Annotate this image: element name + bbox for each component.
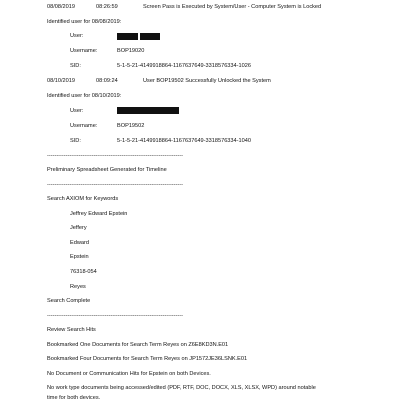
log-time: 08:26:59: [96, 4, 118, 10]
keyword-item: Epstein: [70, 254, 89, 260]
timeline-note: Preliminary Spreadsheet Generated for Timeline: [47, 167, 167, 173]
log-message: User BOP19502 Successfully Unlocked the System: [143, 78, 271, 84]
keyword-item: Reyes: [70, 284, 86, 290]
username-label: Username:: [70, 123, 98, 129]
keyword-item: Jeffrey Edward Epstein: [70, 211, 128, 217]
sid-label: SID:: [70, 138, 81, 144]
review-line: No work type documents being accessed/edited (PDF, RTF, DOC, DOCX, XLS, XLSX, WPD) around notable: [47, 385, 316, 391]
redaction-bar: [117, 33, 138, 40]
username-label: Username:: [70, 48, 98, 54]
review-line: Bookmarked One Documents for Search Term Reyes on Z6E8KD3N.E01: [47, 342, 229, 348]
user-heading: Identified user for 08/08/2019:: [47, 19, 122, 25]
keyword-item: 76318-054: [70, 269, 97, 275]
log-date: 08/08/2019: [47, 4, 75, 10]
user-label: User:: [70, 33, 84, 39]
keyword-item: Jeffery: [70, 225, 87, 231]
separator: -------------------------------------------------------------------------: [47, 153, 183, 159]
log-date: 08/10/2019: [47, 78, 75, 84]
log-message: Screen Pass is Executed by System/User - Computer System is Locked: [143, 4, 322, 10]
sid-label: SID:: [70, 63, 81, 69]
review-line: Bookmarked Four Documents for Search Term Reyes on JP1572JE36LSNK.E01: [47, 356, 248, 362]
keyword-item: Edward: [70, 240, 89, 246]
review-heading: Review Search Hits: [47, 327, 96, 333]
review-line: time for both devices.: [47, 395, 101, 401]
user-label: User:: [70, 108, 84, 114]
search-heading: Search AXIOM for Keywords: [47, 196, 119, 202]
search-complete: Search Complete: [47, 298, 91, 304]
username-value: BOP19502: [117, 123, 145, 129]
username-value: BOP19020: [117, 48, 145, 54]
review-line: No Document or Communication Hits for Epstein on both Devices.: [47, 371, 211, 377]
sid-value: 5-1-5-21-4149918864-1167637649-3318576334-1040: [117, 138, 251, 144]
user-heading: Identified user for 08/10/2019:: [47, 93, 122, 99]
log-time: 08:09:24: [96, 78, 118, 84]
redaction-bar: [140, 33, 160, 40]
separator: -------------------------------------------------------------------------: [47, 313, 183, 319]
sid-value: 5-1-5-21-4149918864-1167637649-3318576334-1026: [117, 63, 251, 69]
separator: -------------------------------------------------------------------------: [47, 182, 183, 188]
redaction-bar: [117, 107, 179, 114]
